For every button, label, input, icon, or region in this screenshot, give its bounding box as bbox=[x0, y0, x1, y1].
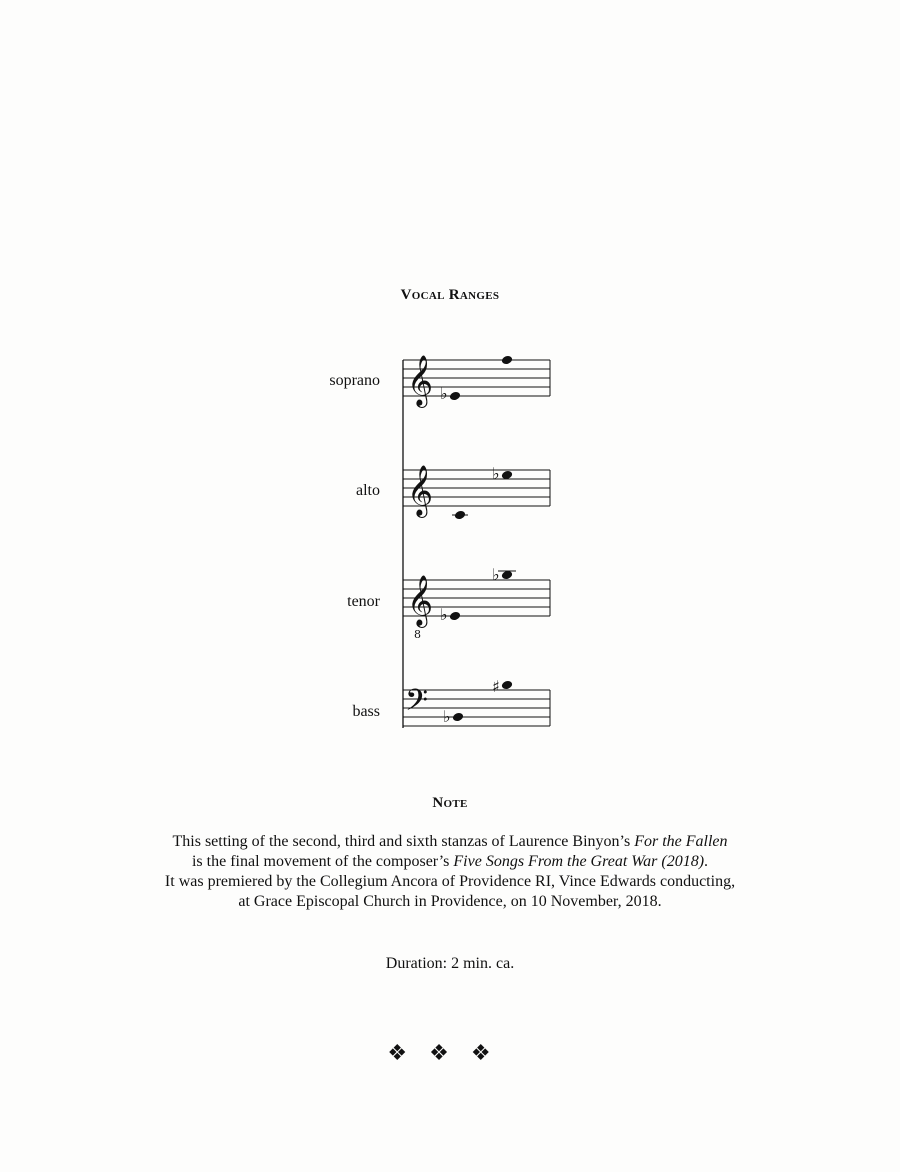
voice-label-soprano: soprano bbox=[329, 372, 380, 389]
flat-icon: ♭ bbox=[492, 565, 500, 584]
treble-clef-icon: 𝄞 bbox=[407, 355, 434, 406]
alto-staff bbox=[403, 464, 550, 520]
treble-clef-icon: 𝄞 bbox=[407, 575, 434, 626]
soprano-staff bbox=[403, 355, 550, 408]
voice-label-tenor: tenor bbox=[347, 593, 380, 610]
bass-low-note bbox=[452, 712, 464, 723]
note-line-2: is the final movement of the composer’s Five Songs From the Great War (2018). bbox=[191, 853, 709, 870]
bass-high-note bbox=[501, 680, 513, 691]
note-line-4: at Grace Episcopal Church in Providence, on 10 November, 2018. bbox=[238, 893, 662, 910]
work-title: Five Songs From the Great War (2018) bbox=[453, 853, 705, 870]
tenor-low-note bbox=[449, 611, 461, 622]
bass-staff bbox=[403, 677, 550, 726]
duration-text: Duration: 2 min. ca. bbox=[385, 955, 515, 972]
note-line-1: This setting of the second, third and sixth stanzas of Laurence Binyon’s For the Fallen bbox=[172, 833, 728, 850]
alto-low-note bbox=[454, 510, 466, 521]
flat-icon: ♭ bbox=[440, 384, 448, 403]
treble-clef-icon: 𝄞 bbox=[407, 465, 434, 516]
flat-icon: ♭ bbox=[440, 605, 448, 624]
voice-label-alto: alto bbox=[356, 482, 380, 499]
flat-icon: ♭ bbox=[492, 464, 500, 483]
vocal-ranges-heading: Vocal Ranges bbox=[400, 287, 500, 303]
flat-icon: ♭ bbox=[443, 707, 451, 726]
sharp-icon: ♯ bbox=[492, 677, 500, 696]
bass-clef-icon: 𝄢 bbox=[405, 684, 429, 725]
octave-eight-icon: 8 bbox=[414, 628, 421, 641]
vocal-ranges-staff-system bbox=[395, 340, 565, 740]
poem-title: For the Fallen bbox=[634, 833, 728, 850]
tenor-staff bbox=[403, 565, 550, 641]
note-line-3: It was premiered by the Collegium Ancora of Providence RI, Vince Edwards conducting, bbox=[164, 873, 736, 890]
voice-label-bass: bass bbox=[352, 703, 380, 720]
ornament-icon: ❖❖❖ bbox=[387, 1040, 513, 1065]
soprano-high-note bbox=[501, 355, 513, 366]
note-heading: Note bbox=[432, 795, 468, 811]
soprano-low-note bbox=[449, 391, 461, 402]
note-body bbox=[0, 832, 900, 912]
